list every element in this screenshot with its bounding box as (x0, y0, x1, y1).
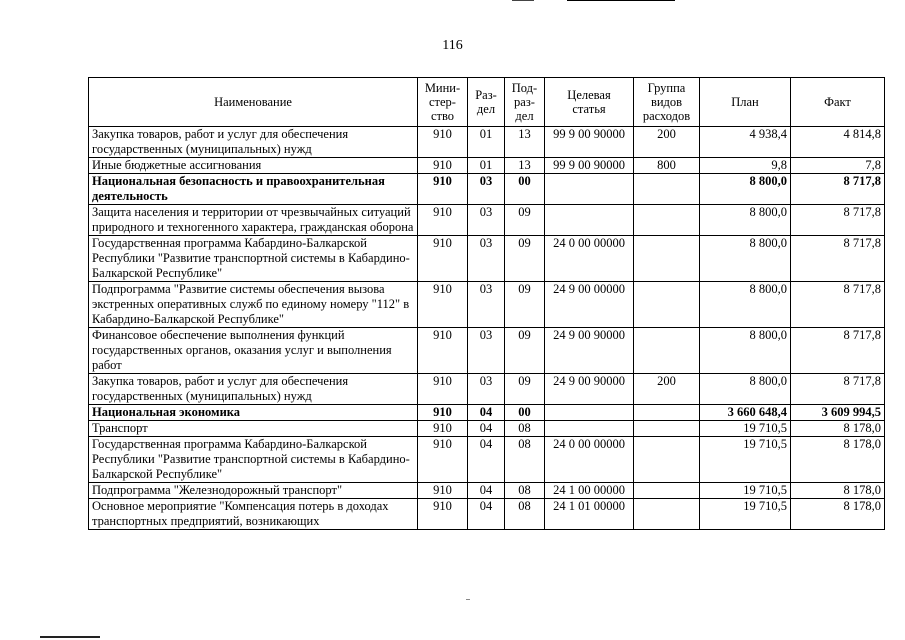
cell-group (634, 328, 700, 374)
table-row (89, 328, 885, 374)
cell-ministry: 910 (418, 437, 468, 483)
cell-target: 99 9 00 90000 (545, 127, 634, 158)
cell-name: Национальная экономика (89, 405, 418, 421)
cell-fact: 8 717,8 (791, 328, 885, 374)
cell-ministry: 910 (418, 158, 468, 174)
cell-ministry: 910 (418, 174, 468, 205)
header-subsection: Под- раз- дел (505, 78, 545, 127)
cell-section: 04 (468, 483, 505, 499)
table-row (89, 205, 885, 236)
cell-name: Подпрограмма "Железнодорожный транспорт" (89, 483, 418, 499)
cell-subsection: 08 (505, 483, 545, 499)
cell-fact: 8 178,0 (791, 483, 885, 499)
header-group: Группа видов расходов (634, 78, 700, 127)
cell-target (545, 205, 634, 236)
cell-subsection: 00 (505, 174, 545, 205)
cell-section: 04 (468, 499, 505, 530)
cell-fact: 8 178,0 (791, 499, 885, 530)
cell-ministry: 910 (418, 328, 468, 374)
table-row (89, 499, 885, 530)
cell-target: 24 0 00 00000 (545, 236, 634, 282)
cell-section: 04 (468, 421, 505, 437)
cell-ministry: 910 (418, 205, 468, 236)
table-row (89, 421, 885, 437)
cell-group (634, 421, 700, 437)
cell-fact: 8 717,8 (791, 374, 885, 405)
header-row (89, 78, 885, 127)
cell-target: 24 1 00 00000 (545, 483, 634, 499)
scan-artifact (512, 0, 534, 1)
cell-section: 04 (468, 437, 505, 483)
table-row (89, 374, 885, 405)
cell-plan: 8 800,0 (700, 328, 791, 374)
table-row (89, 282, 885, 328)
cell-fact: 8 178,0 (791, 437, 885, 483)
cell-name: Государственная программа Кабардино-Балкарской Республики "Развитие транспортной системы в Кабардино-Балкарской Республике" (89, 437, 418, 483)
cell-fact: 4 814,8 (791, 127, 885, 158)
cell-subsection: 00 (505, 405, 545, 421)
cell-subsection: 09 (505, 282, 545, 328)
table-row (89, 437, 885, 483)
cell-fact: 8 717,8 (791, 174, 885, 205)
cell-target: 99 9 00 90000 (545, 158, 634, 174)
cell-group (634, 205, 700, 236)
cell-target (545, 421, 634, 437)
cell-subsection: 08 (505, 437, 545, 483)
cell-plan: 19 710,5 (700, 437, 791, 483)
scan-artifact (567, 0, 675, 1)
cell-name: Финансовое обеспечение выполнения функций государственных органов, оказания услуг и выполнения работ (89, 328, 418, 374)
cell-name: Закупка товаров, работ и услуг для обеспечения государственных (муниципальных) нужд (89, 127, 418, 158)
cell-name: Подпрограмма "Развитие системы обеспечения вызова экстренных оперативных служб по единому номеру "112" в Кабардино-Балкарской Республике" (89, 282, 418, 328)
cell-subsection: 08 (505, 499, 545, 530)
cell-section: 03 (468, 236, 505, 282)
cell-plan: 8 800,0 (700, 236, 791, 282)
cell-fact: 8 717,8 (791, 205, 885, 236)
cell-subsection: 08 (505, 421, 545, 437)
cell-group: 200 (634, 374, 700, 405)
cell-target: 24 9 00 90000 (545, 328, 634, 374)
scan-artifact (466, 599, 470, 600)
cell-fact: 8 717,8 (791, 236, 885, 282)
cell-fact: 3 609 994,5 (791, 405, 885, 421)
cell-plan: 3 660 648,4 (700, 405, 791, 421)
cell-plan: 4 938,4 (700, 127, 791, 158)
cell-subsection: 13 (505, 127, 545, 158)
cell-group (634, 437, 700, 483)
cell-group: 200 (634, 127, 700, 158)
header-fact: Факт (791, 78, 885, 127)
cell-section: 04 (468, 405, 505, 421)
budget-table (88, 77, 885, 530)
cell-section: 03 (468, 205, 505, 236)
table-row (89, 483, 885, 499)
table-row (89, 174, 885, 205)
cell-group (634, 405, 700, 421)
cell-section: 03 (468, 174, 505, 205)
cell-section: 01 (468, 158, 505, 174)
cell-plan: 8 800,0 (700, 374, 791, 405)
cell-ministry: 910 (418, 405, 468, 421)
cell-group (634, 483, 700, 499)
cell-target: 24 9 00 90000 (545, 374, 634, 405)
cell-ministry: 910 (418, 483, 468, 499)
cell-plan: 8 800,0 (700, 174, 791, 205)
cell-plan: 8 800,0 (700, 282, 791, 328)
header-section: Раз- дел (468, 78, 505, 127)
cell-name: Национальная безопасность и правоохранительная деятельность (89, 174, 418, 205)
cell-subsection: 09 (505, 328, 545, 374)
cell-fact: 7,8 (791, 158, 885, 174)
cell-section: 03 (468, 328, 505, 374)
cell-name: Закупка товаров, работ и услуг для обеспечения государственных (муниципальных) нужд (89, 374, 418, 405)
cell-section: 01 (468, 127, 505, 158)
cell-plan: 19 710,5 (700, 483, 791, 499)
cell-plan: 8 800,0 (700, 205, 791, 236)
cell-plan: 9,8 (700, 158, 791, 174)
cell-name: Иные бюджетные ассигнования (89, 158, 418, 174)
header-target: Целевая статья (545, 78, 634, 127)
page-number: 116 (442, 38, 463, 53)
cell-plan: 19 710,5 (700, 421, 791, 437)
cell-fact: 8 178,0 (791, 421, 885, 437)
scan-artifact (40, 636, 100, 638)
cell-group: 800 (634, 158, 700, 174)
cell-target: 24 0 00 00000 (545, 437, 634, 483)
cell-target (545, 405, 634, 421)
cell-target (545, 174, 634, 205)
header-ministry: Мини- стер- ство (418, 78, 468, 127)
cell-target: 24 9 00 00000 (545, 282, 634, 328)
cell-group (634, 499, 700, 530)
table-row (89, 236, 885, 282)
cell-name: Защита населения и территории от чрезвычайных ситуаций природного и техногенного характера, гражданская оборона (89, 205, 418, 236)
cell-ministry: 910 (418, 282, 468, 328)
cell-ministry: 910 (418, 374, 468, 405)
table-row (89, 158, 885, 174)
cell-subsection: 09 (505, 205, 545, 236)
cell-subsection: 09 (505, 374, 545, 405)
cell-ministry: 910 (418, 499, 468, 530)
header-plan: План (700, 78, 791, 127)
cell-ministry: 910 (418, 236, 468, 282)
cell-name: Основное мероприятие "Компенсация потерь в доходах транспортных предприятий, возникающих (89, 499, 418, 530)
cell-section: 03 (468, 282, 505, 328)
cell-section: 03 (468, 374, 505, 405)
cell-group (634, 174, 700, 205)
cell-target: 24 1 01 00000 (545, 499, 634, 530)
cell-subsection: 09 (505, 236, 545, 282)
table-row (89, 127, 885, 158)
cell-group (634, 236, 700, 282)
cell-ministry: 910 (418, 421, 468, 437)
cell-ministry: 910 (418, 127, 468, 158)
cell-name: Государственная программа Кабардино-Балкарской Республики "Развитие транспортной системы в Кабардино-Балкарской Республике" (89, 236, 418, 282)
cell-subsection: 13 (505, 158, 545, 174)
cell-fact: 8 717,8 (791, 282, 885, 328)
cell-name: Транспорт (89, 421, 418, 437)
cell-group (634, 282, 700, 328)
header-name: Наименование (89, 78, 418, 127)
cell-plan: 19 710,5 (700, 499, 791, 530)
table-row (89, 405, 885, 421)
